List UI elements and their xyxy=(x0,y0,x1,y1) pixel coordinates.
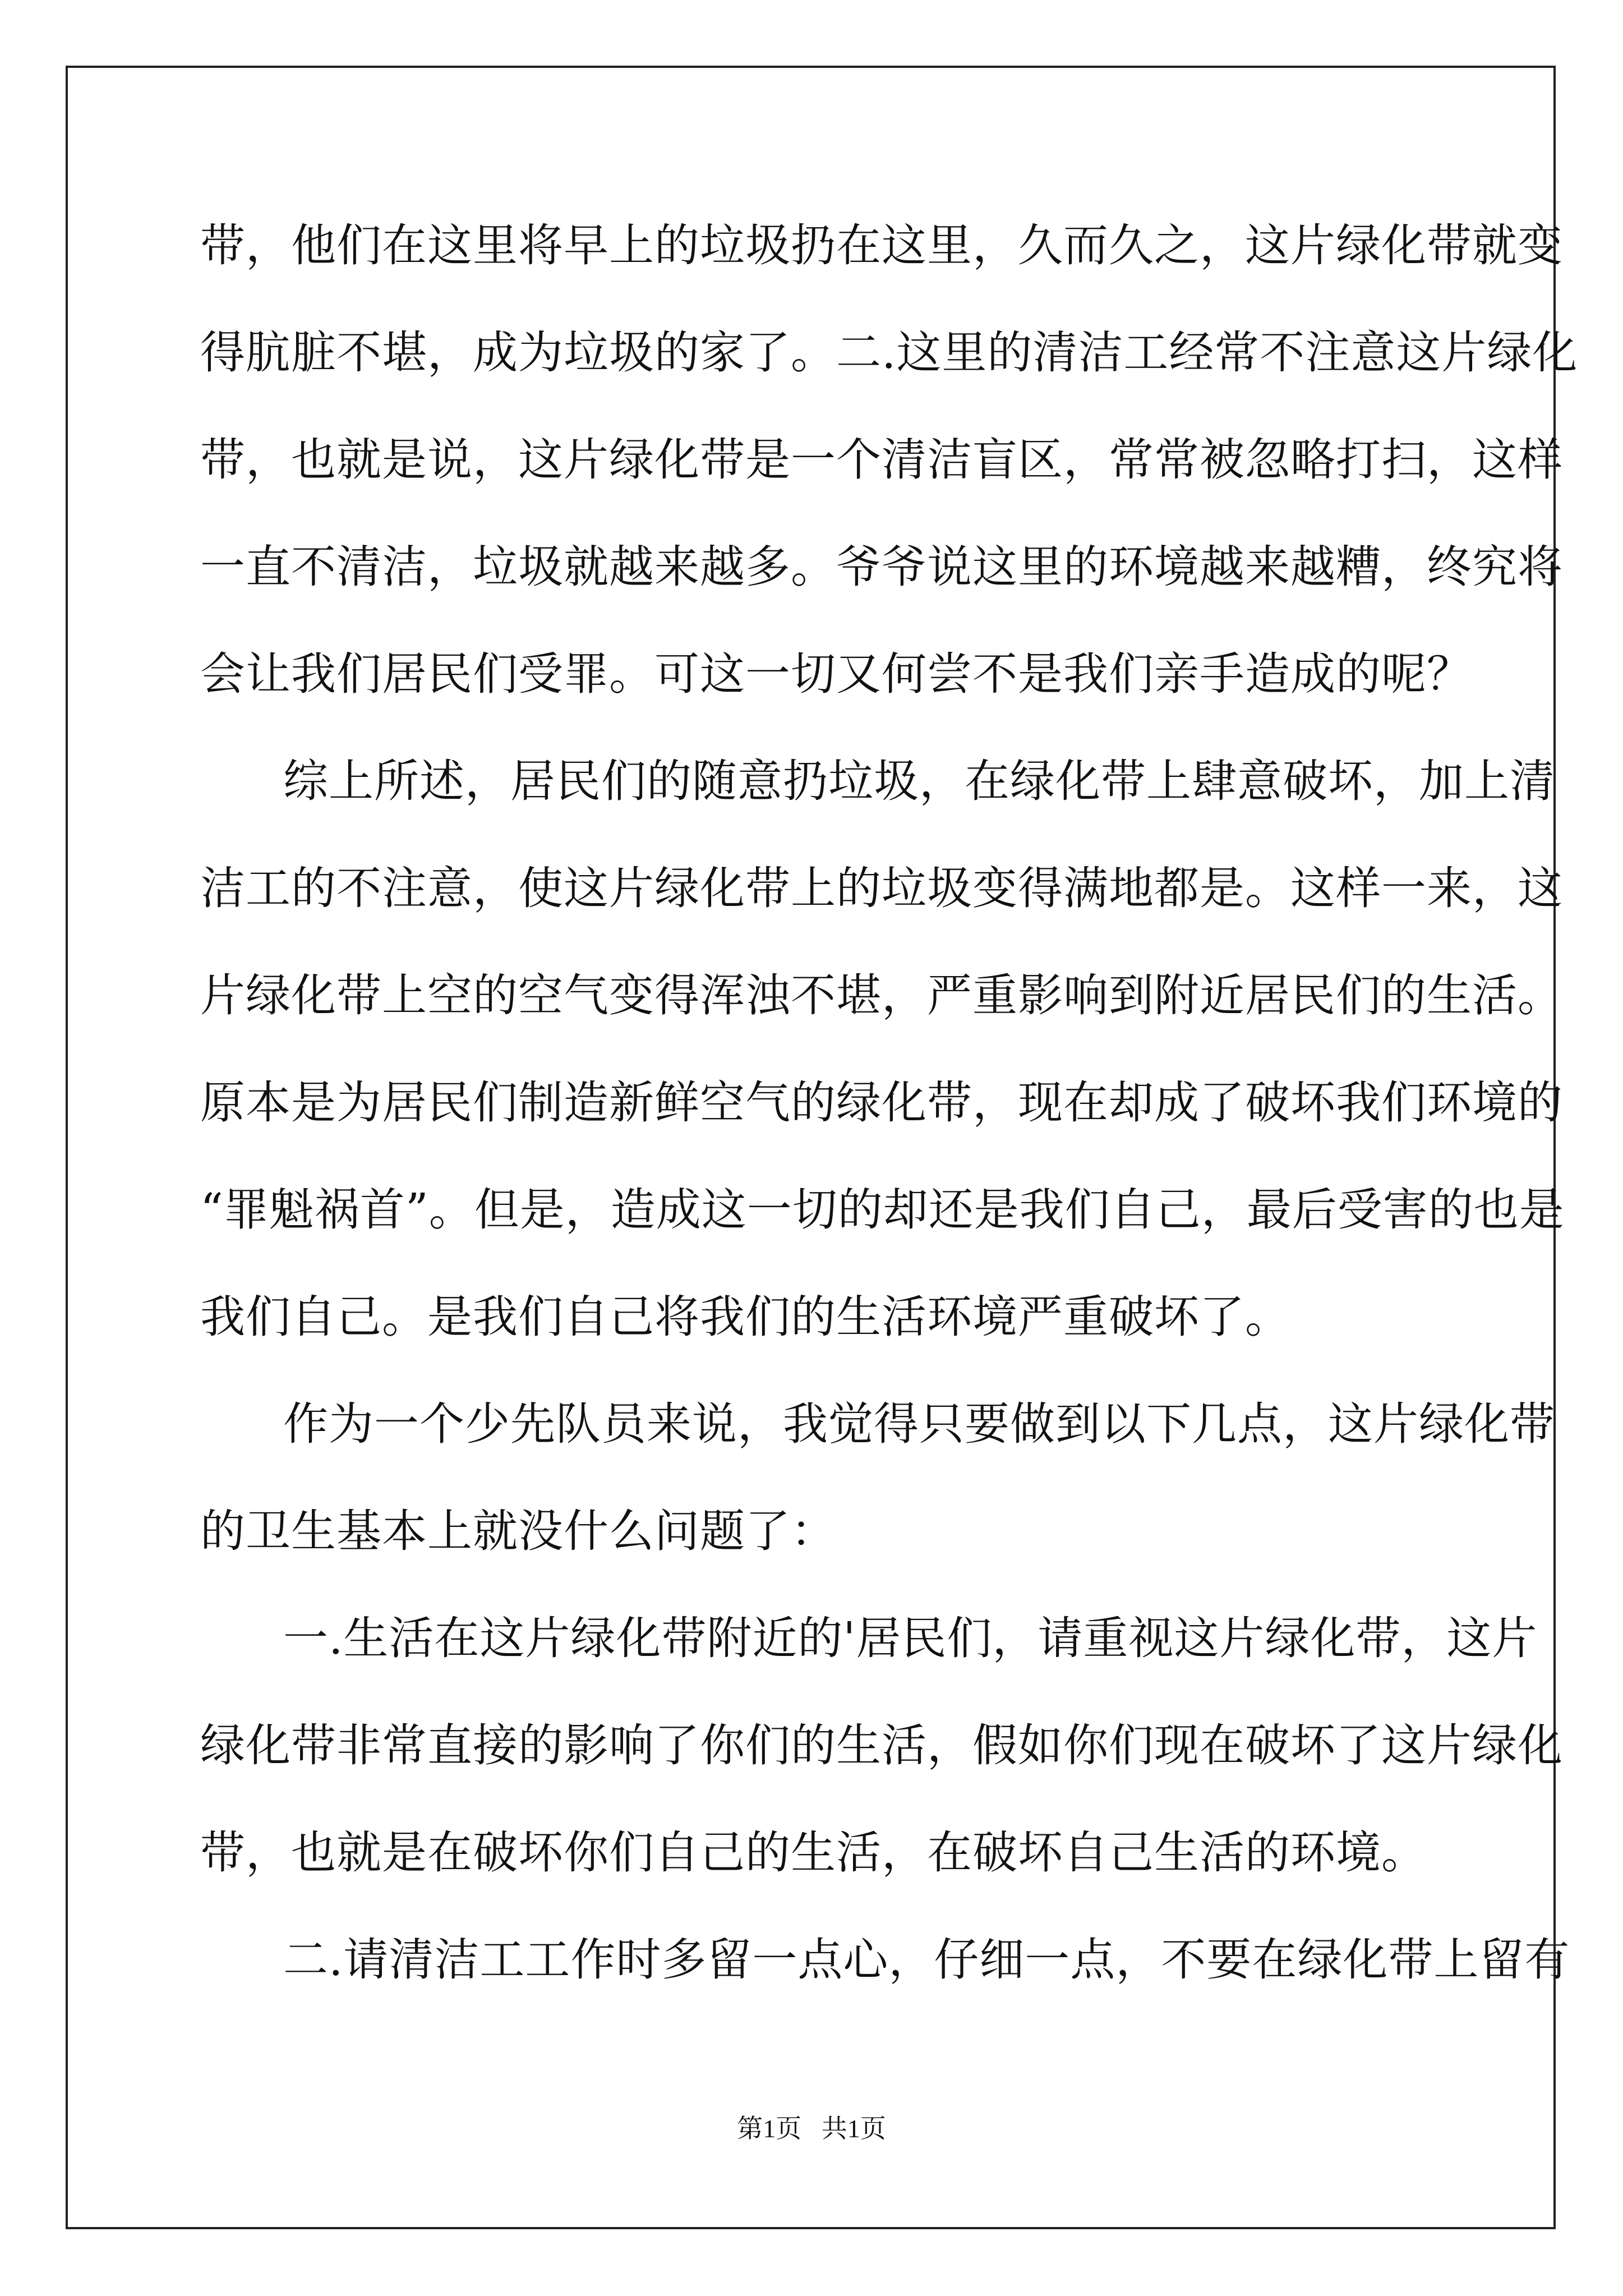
text-line: 带，也就是在破坏你们自己的生活，在破坏自己生活的环境。 xyxy=(200,1826,1427,1879)
text-line: 绿化带非常直接的影响了你们的生活，假如你们现在破坏了这片绿化 xyxy=(200,1719,1563,1772)
paragraph-first-line: 作为一个少先队员来说，我觉得只要做到以下几点，这片绿化带 xyxy=(283,1398,1555,1450)
paragraph-first-line: 综上所述，居民们的随意扔垃圾，在绿化带上肆意破坏，加上清 xyxy=(283,755,1555,807)
text-line: “罪魁祸首”。但是，造成这一切的却还是我们自己，最后受害的也是 xyxy=(200,1184,1565,1236)
page-footer xyxy=(0,2112,1623,2146)
text-line: 会让我们居民们受罪。可这一切又何尝不是我们亲手造成的呢？ xyxy=(200,648,1472,700)
text-line: 带，他们在这里将早上的垃圾扔在这里，久而久之，这片绿化带就变 xyxy=(200,219,1563,272)
text-line: 我们自己。是我们自己将我们的生活环境严重破坏了。 xyxy=(200,1291,1290,1343)
text-line: 洁工的不注意，使这片绿化带上的垃圾变得满地都是。这样一来，这 xyxy=(200,862,1563,914)
page-total: 共1页 xyxy=(821,2114,886,2143)
text-line: 的卫生基本上就没什么问题了： xyxy=(200,1505,836,1557)
text-line: 得肮脏不堪，成为垃圾的家了。二.这里的清洁工经常不注意这片绿化 xyxy=(200,326,1578,379)
paragraph-first-line: 二.请清洁工工作时多留一点心，仔细一点，不要在绿化带上留有 xyxy=(283,1934,1570,1986)
page-number: 第1页 xyxy=(737,2114,802,2143)
paragraph-first-line: 一.生活在这片绿化带附近的'居民们，请重视这片绿化带，这片 xyxy=(283,1612,1538,1664)
text-line: 原本是为居民们制造新鲜空气的绿化带，现在却成了破坏我们环境的 xyxy=(200,1076,1563,1129)
text-line: 一直不清洁，垃圾就越来越多。爷爷说这里的环境越来越糟，终究将 xyxy=(200,541,1563,593)
text-line: 片绿化带上空的空气变得浑浊不堪，严重影响到附近居民们的生活。 xyxy=(200,969,1563,1022)
text-line: 带，也就是说，这片绿化带是一个清洁盲区，常常被忽略打扫，这样 xyxy=(200,434,1563,486)
page-border xyxy=(66,66,1578,2229)
